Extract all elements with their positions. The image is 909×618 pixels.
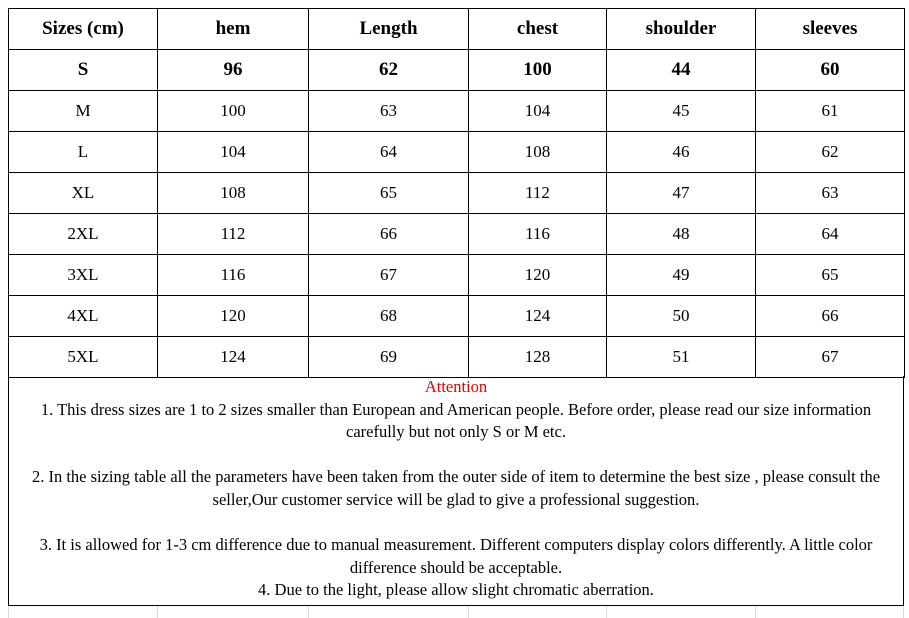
cell-chest: 100: [469, 50, 607, 91]
cell-hem: 108: [158, 173, 309, 214]
faint-divider: [755, 606, 756, 618]
faint-divider: [468, 606, 469, 618]
attention-notes-box: [8, 376, 904, 606]
faint-divider: [157, 606, 158, 618]
table-row: [9, 296, 905, 337]
table-row: [9, 50, 905, 91]
table-row: [9, 255, 905, 296]
table-row: [9, 132, 905, 173]
cell-hem: 96: [158, 50, 309, 91]
cell-length: 68: [309, 296, 469, 337]
size-chart-table: [8, 8, 905, 378]
cell-length: 63: [309, 91, 469, 132]
cell-sleeves: 63: [756, 173, 905, 214]
cell-hem: 104: [158, 132, 309, 173]
cell-hem: 112: [158, 214, 309, 255]
cell-size: 5XL: [9, 337, 158, 378]
cell-shoulder: 44: [607, 50, 756, 91]
table-header-row: [9, 9, 905, 50]
faint-column-lines: [8, 606, 904, 618]
faint-divider: [903, 606, 904, 618]
faint-divider: [606, 606, 607, 618]
table-row: [9, 91, 905, 132]
table-row: [9, 337, 905, 378]
cell-sleeves: 65: [756, 255, 905, 296]
cell-sleeves: 61: [756, 91, 905, 132]
header-chest: chest: [469, 9, 607, 50]
cell-shoulder: 48: [607, 214, 756, 255]
cell-shoulder: 49: [607, 255, 756, 296]
cell-hem: 124: [158, 337, 309, 378]
cell-shoulder: 50: [607, 296, 756, 337]
cell-hem: 120: [158, 296, 309, 337]
cell-length: 67: [309, 255, 469, 296]
faint-divider: [308, 606, 309, 618]
cell-shoulder: 46: [607, 132, 756, 173]
header-shoulder: shoulder: [607, 9, 756, 50]
cell-sleeves: 60: [756, 50, 905, 91]
cell-size: S: [9, 50, 158, 91]
cell-chest: 124: [469, 296, 607, 337]
cell-size: L: [9, 132, 158, 173]
note-1: 1. This dress sizes are 1 to 2 sizes smaller than European and American people. Before order, please read our size information carefully but not only S or M etc.: [40, 399, 872, 442]
cell-sleeves: 66: [756, 296, 905, 337]
cell-chest: 108: [469, 132, 607, 173]
cell-chest: 104: [469, 91, 607, 132]
note-4: 4. Due to the light, please allow slight chromatic aberration.: [258, 580, 654, 600]
cell-shoulder: 47: [607, 173, 756, 214]
cell-length: 65: [309, 173, 469, 214]
table-row: [9, 214, 905, 255]
header-sleeves: sleeves: [756, 9, 905, 50]
cell-hem: 100: [158, 91, 309, 132]
header-length: Length: [309, 9, 469, 50]
cell-size: 3XL: [9, 255, 158, 296]
cell-chest: 120: [469, 255, 607, 296]
cell-shoulder: 51: [607, 337, 756, 378]
cell-sleeves: 64: [756, 214, 905, 255]
cell-shoulder: 45: [607, 91, 756, 132]
cell-length: 66: [309, 214, 469, 255]
header-sizes: Sizes (cm): [9, 9, 158, 50]
cell-sleeves: 62: [756, 132, 905, 173]
faint-divider: [8, 606, 9, 618]
cell-length: 64: [309, 132, 469, 173]
note-spacer: [9, 512, 903, 535]
note-spacer: [9, 444, 903, 467]
cell-size: M: [9, 91, 158, 132]
attention-heading: Attention: [424, 377, 488, 396]
cell-hem: 116: [158, 255, 309, 296]
cell-size: 2XL: [9, 214, 158, 255]
cell-sleeves: 67: [756, 337, 905, 378]
note-2: 2. In the sizing table all the parameters have been taken from the outer side of item to determine the best size , please consult the seller,Our customer service will be glad to give a professional suggestion.: [31, 467, 881, 509]
cell-chest: 112: [469, 173, 607, 214]
cell-chest: 128: [469, 337, 607, 378]
table-row: [9, 173, 905, 214]
cell-chest: 116: [469, 214, 607, 255]
cell-size: XL: [9, 173, 158, 214]
cell-length: 69: [309, 337, 469, 378]
header-hem: hem: [158, 9, 309, 50]
cell-length: 62: [309, 50, 469, 91]
note-3: 3. It is allowed for 1-3 cm difference due to manual measurement. Different computers display colors differently. A little color difference should be acceptable.: [39, 535, 873, 577]
cell-size: 4XL: [9, 296, 158, 337]
